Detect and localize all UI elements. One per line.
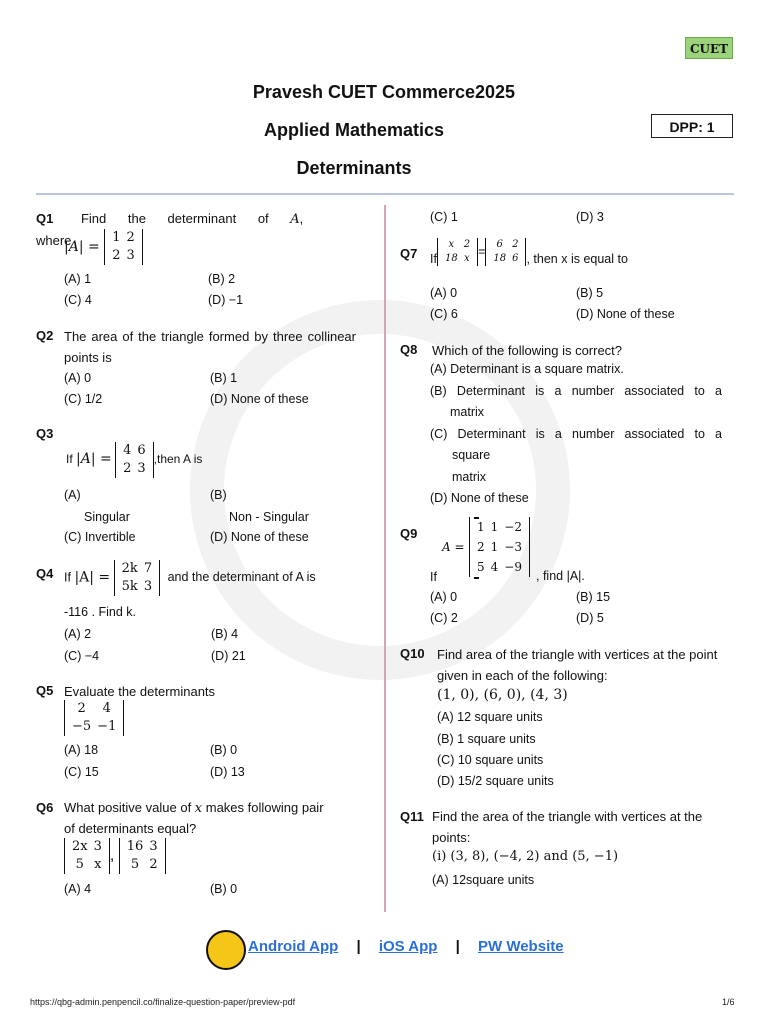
q4-option-c: (C) −4: [64, 649, 100, 663]
q9-number: Q9: [400, 526, 418, 541]
q4-text-line2: -116 . Find k.: [64, 605, 137, 619]
subject-title: Applied Mathematics: [263, 120, 445, 140]
q4-option-b: (B) 4: [211, 627, 239, 641]
q8-option-c-cont1: square: [452, 448, 491, 462]
column-divider: [384, 205, 386, 912]
q8-option-a: (A) Determinant is a square matrix.: [430, 362, 624, 376]
q10-text: Find area of the triangle with vertices at the point given in each of the following:: [437, 647, 718, 683]
q9-option-c: (C) 2: [430, 611, 458, 625]
q8-text: Which of the following is correct?: [432, 343, 623, 358]
q6-number: Q6: [36, 800, 54, 815]
q6-determinant-1: 2x 3 5 x: [64, 838, 110, 874]
q9-expression: A = 1 1 −2 2 1 −3 5 4 −9: [442, 517, 530, 577]
q9-find: , find |A|.: [536, 569, 585, 583]
q3-determinant: 4 6 2 3: [115, 442, 154, 478]
q1-option-a: (A) 1: [64, 272, 92, 286]
q6-option-d: (D) 3: [576, 210, 604, 224]
q7-number: Q7: [400, 246, 418, 261]
q5-option-b: (B) 0: [210, 743, 238, 757]
android-app-link[interactable]: Android App: [248, 938, 339, 955]
q3-option-b-text: Non - Singular: [229, 510, 309, 524]
q6-option-b: (B) 0: [210, 882, 238, 896]
q3-number: Q3: [36, 426, 54, 441]
q6-option-c: (C) 1: [430, 210, 458, 224]
q3-expression: If |A| = 4 6 2 3 ,then A is: [66, 443, 203, 476]
q9-option-d: (D) 5: [576, 611, 604, 625]
footer-separator-2: |: [455, 938, 460, 955]
q11-points: (i) (3, 8), (−4, 2) and (5, −1): [432, 849, 619, 864]
q7-expression: If x 2 18 x = 6 2 18 6 , then x is equal to: [430, 239, 628, 266]
q4-determinant: 2k 7 5k 3: [114, 560, 160, 596]
header-divider: [36, 193, 734, 195]
q4-number: Q4: [36, 566, 54, 581]
dpp-label: DPP: 1: [651, 114, 733, 138]
q5-text: Evaluate the determinants: [64, 684, 216, 699]
q7-option-d: (D) None of these: [576, 307, 675, 321]
q10-points: (1, 0), (6, 0), (4, 3): [437, 687, 568, 703]
pw-website-link[interactable]: PW Website: [478, 938, 564, 955]
q10-number: Q10: [400, 646, 425, 661]
q9-matrix: 1 1 −2 2 1 −3 5 4 −9: [469, 517, 530, 577]
page-number: 1/6: [722, 997, 735, 1007]
q6-expression: 2x 3 5 x , 16 3 5 2: [64, 838, 166, 874]
q6-text-line2: of determinants equal?: [64, 821, 197, 836]
chapter-title: Determinants: [296, 158, 412, 178]
q7-option-b: (B) 5: [576, 286, 604, 300]
q10-option-c: (C) 10 square units: [437, 753, 544, 767]
q10-option-b: (B) 1 square units: [437, 732, 536, 746]
q2-option-a: (A) 0: [64, 371, 92, 385]
q2-text: The area of the triangle formed by three collinear points is: [64, 329, 356, 365]
q8-option-d: (D) None of these: [430, 491, 529, 505]
q1-option-c: (C) 4: [64, 293, 92, 307]
footer-links: [0, 938, 768, 955]
q5-option-a: (A) 18: [64, 743, 99, 757]
q3-option-a: (A): [64, 488, 81, 502]
footer-separator-1: |: [356, 938, 361, 955]
q2-number: Q2: [36, 328, 54, 343]
q9-if: If: [430, 570, 437, 584]
q7-option-a: (A) 0: [430, 286, 458, 300]
q10-option-a: (A) 12 square units: [437, 710, 543, 724]
q6-determinant-2: 16 3 5 2: [119, 838, 166, 874]
question-1: Q1 Find the determinant of A, where: [36, 211, 304, 248]
q8-option-c: (C) Determinant is a number associated to a: [430, 427, 722, 441]
q8-number: Q8: [400, 342, 418, 357]
q11-text: Find the area of the triangle with vertices at the points:: [432, 809, 703, 845]
paper-title: Pravesh CUET Commerce2025: [252, 82, 516, 102]
q2-option-c: (C) 1/2: [64, 392, 103, 406]
q2-option-d: (D) None of these: [210, 392, 309, 406]
ios-app-link[interactable]: iOS App: [378, 938, 438, 955]
q1-determinant: 1 2 2 3: [104, 229, 143, 265]
q6-text: What positive value of x makes following pair: [64, 800, 324, 816]
page-url: https://qbg-admin.penpencil.co/finalize-question-paper/preview-pdf: [30, 997, 296, 1007]
cuet-badge: CUET: [685, 37, 733, 59]
q5-option-d: (D) 13: [210, 765, 245, 779]
q10-option-d: (D) 15/2 square units: [437, 774, 554, 788]
q9-option-b: (B) 15: [576, 590, 611, 604]
q4-option-d: (D) 21: [211, 649, 246, 663]
q4-expression: If |A| = 2k 7 5k 3 and the determinant of A is: [64, 561, 316, 594]
q2-option-b: (B) 1: [210, 371, 238, 385]
q1-option-d: (D) −1: [208, 293, 244, 307]
q3-option-d: (D) None of these: [210, 530, 309, 544]
q3-option-b: (B): [210, 488, 227, 502]
q7-determinant-2: 6 2 18 6: [485, 238, 526, 266]
q3-option-c: (C) Invertible: [64, 530, 136, 544]
q6-option-a: (A) 4: [64, 882, 92, 896]
q5-option-c: (C) 15: [64, 765, 99, 779]
q5-number: Q5: [36, 683, 54, 698]
q1-expression: |A| = 1 2 2 3: [64, 229, 143, 265]
q11-option-a: (A) 12square units: [432, 873, 535, 887]
q3-option-a-text: Singular: [84, 510, 130, 524]
q7-determinant-1: x 2 18 x: [437, 238, 478, 266]
q11-number: Q11: [400, 809, 424, 824]
q8-option-c-cont2: matrix: [452, 470, 487, 484]
q8-option-b: (B) Determinant is a number associated to a: [430, 384, 722, 398]
q5-determinant: 2 4 −5 −1: [64, 700, 124, 736]
q8-option-b-cont: matrix: [450, 405, 485, 419]
q7-option-c: (C) 6: [430, 307, 458, 321]
q4-option-a: (A) 2: [64, 627, 92, 641]
q5-expression: [64, 700, 124, 736]
q9-option-a: (A) 0: [430, 590, 458, 604]
q1-option-b: (B) 2: [208, 272, 236, 286]
